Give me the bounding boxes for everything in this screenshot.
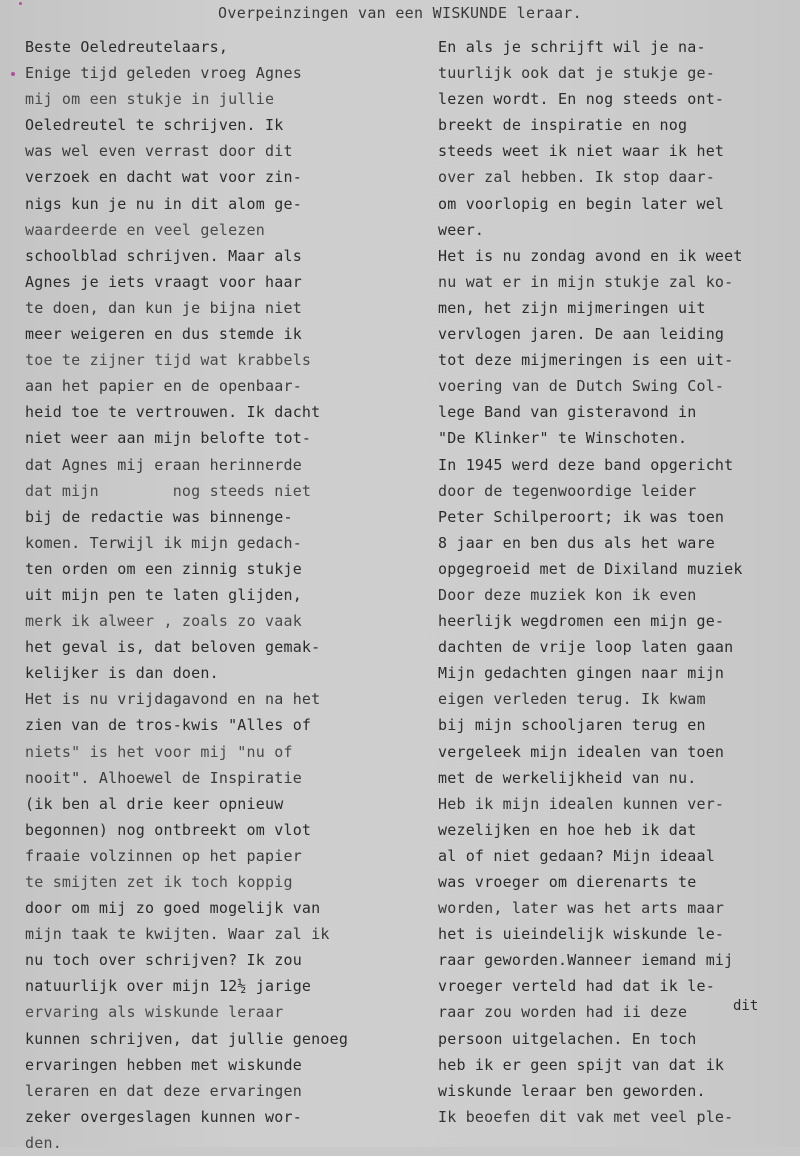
text-line: zeker overgeslagen kunnen wor- xyxy=(25,1107,302,1126)
text-line: nooit". Alhoewel de Inspiratie xyxy=(25,768,302,787)
text-line: tot deze mijmeringen is een uit- xyxy=(438,351,734,370)
text-line: niet weer aan mijn belofte tot- xyxy=(25,429,312,448)
text-line: Agnes je iets vraagt voor haar xyxy=(25,272,302,291)
right-text-column xyxy=(438,34,800,1130)
text-line: merk ik alweer , zoals zo vaak xyxy=(25,612,302,631)
text-line: tuurlijk ook dat je stukje ge- xyxy=(438,64,715,83)
left-text-column xyxy=(25,34,395,1156)
text-line: ervaring als wiskunde leraar xyxy=(25,1003,284,1022)
text-line: men, het zijn mijmeringen uit xyxy=(438,298,706,317)
text-line: raar zou worden had ii deze xyxy=(438,1003,688,1022)
text-line: lezen wordt. En nog steeds ont- xyxy=(438,90,725,109)
text-line: nigs kun je nu in dit alom ge- xyxy=(25,194,302,213)
text-line: meer weigeren en dus stemde ik xyxy=(25,325,302,344)
text-line: vergeleek mijn idealen van toen xyxy=(438,742,725,761)
text-line: Beste Oeledreutelaars, xyxy=(25,38,229,56)
text-line: raar geworden.Wanneer iemand mij xyxy=(438,951,734,970)
handwritten-correction: dit xyxy=(733,998,759,1014)
text-line: ten orden om een zinnig stukje xyxy=(25,559,302,578)
text-line: over zal hebben. Ik stop daar- xyxy=(438,168,715,187)
text-line: waardeerde en veel gelezen xyxy=(25,220,265,239)
text-line: 8 jaar en ben dus als het ware xyxy=(438,533,715,552)
text-line: worden, later was het arts maar xyxy=(438,899,725,918)
text-line: steeds weet ik niet waar ik het xyxy=(438,142,725,161)
text-line: Door deze muziek kon ik even xyxy=(438,585,697,604)
text-line: ervaringen hebben met wiskunde xyxy=(25,1055,302,1074)
text-line: heb ik er geen spijt van dat ik xyxy=(438,1055,725,1074)
text-line: zien van de tros-kwis "Alles of xyxy=(25,716,312,735)
text-line: dachten de vrije loop laten gaan xyxy=(438,638,734,657)
text-line: heid toe te vertrouwen. Ik dacht xyxy=(25,403,321,422)
text-line: al of niet gedaan? Mijn ideaal xyxy=(438,846,715,865)
text-line: Oeledreutel te schrijven. Ik xyxy=(25,116,284,135)
text-line: het geval is, dat beloven gemak- xyxy=(25,638,321,657)
text-line: was wel even verrast door dit xyxy=(25,142,293,161)
text-line: kelijker is dan doen. xyxy=(25,664,219,683)
text-line: dat Agnes mij eraan herinnerde xyxy=(25,455,302,474)
text-line: breekt de inspiratie en nog xyxy=(438,116,688,135)
text-line: Enige tijd geleden vroeg Agnes xyxy=(25,64,302,83)
text-line: door om mij zo goed mogelijk van xyxy=(25,899,321,918)
text-line: nu toch over schrijven? Ik zou xyxy=(25,951,302,970)
text-line: leraren en dat deze ervaringen xyxy=(25,1081,302,1100)
text-line: weer. xyxy=(438,220,485,239)
text-line: lege Band van gisteravond in xyxy=(438,403,697,422)
text-line: wezelijken en hoe heb ik dat xyxy=(438,820,697,839)
page-title: Overpeinzingen van een WISKUNDE leraar. xyxy=(218,4,582,22)
text-line: In 1945 werd deze band opgericht xyxy=(438,455,734,474)
text-line: "De Klinker" te Winschoten. xyxy=(438,429,688,448)
text-line: om voorlopig en begin later wel xyxy=(438,194,725,213)
text-line: met de werkelijkheid van nu. xyxy=(438,768,697,787)
text-line: fraaie volzinnen op het papier xyxy=(25,846,302,865)
text-line: vervlogen jaren. De aan leiding xyxy=(438,325,725,344)
text-line: aan het papier en de openbaar- xyxy=(25,377,302,396)
text-line: te smijten zet ik toch koppig xyxy=(25,873,293,891)
text-line: opgegroeid met de Dixiland muziek xyxy=(438,559,743,578)
text-line: mijn taak te kwijten. Waar zal ik xyxy=(25,925,330,944)
text-line: schoolblad schrijven. Maar als xyxy=(25,246,302,265)
text-line: verzoek en dacht wat voor zin- xyxy=(25,168,302,187)
text-line: Peter Schilperoort; ik was toen xyxy=(438,507,725,526)
text-line: uit mijn pen te laten glijden, xyxy=(25,585,302,604)
text-line: toe te zijner tijd wat krabbels xyxy=(25,351,312,370)
text-line: Mijn gedachten gingen naar mijn xyxy=(438,664,725,683)
text-line: Het is nu vrijdagavond en na het xyxy=(25,690,321,709)
text-line: heerlijk wegdromen een mijn ge- xyxy=(438,612,725,631)
text-line: den. xyxy=(25,1133,62,1152)
text-line: nu wat er in mijn stukje zal ko- xyxy=(438,272,734,291)
text-line: was vroeger om dierenarts te xyxy=(438,873,697,891)
text-line: vroeger verteld had dat ik le- xyxy=(438,977,715,996)
text-line: dat mijn nog steeds niet xyxy=(25,481,312,500)
text-line: begonnen) nog ontbreekt om vlot xyxy=(25,820,312,839)
text-line: persoon uitgelachen. En toch xyxy=(438,1029,697,1048)
text-line: En als je schrijft wil je na- xyxy=(438,38,706,56)
text-line: bij mijn schooljaren terug en xyxy=(438,716,706,735)
text-line: te doen, dan kun je bijna niet xyxy=(25,298,302,317)
text-line: kunnen schrijven, dat jullie genoeg xyxy=(25,1029,349,1048)
text-line: niets" is het voor mij "nu of xyxy=(25,742,293,761)
text-line: bij de redactie was binnenge- xyxy=(25,507,293,526)
text-line: (ik ben al drie keer opnieuw xyxy=(25,794,284,813)
text-line: wiskunde leraar ben geworden. xyxy=(438,1081,706,1100)
text-line: komen. Terwijl ik mijn gedach- xyxy=(25,533,302,552)
text-line: mij om een stukje in jullie xyxy=(25,90,275,109)
ink-mark xyxy=(11,72,15,76)
text-line: voering van de Dutch Swing Col- xyxy=(438,377,725,396)
text-line: Ik beoefen dit vak met veel ple- xyxy=(438,1107,734,1126)
text-line: het is uieindelijk wiskunde le- xyxy=(438,925,725,944)
text-line: door de tegenwoordige leider xyxy=(438,481,697,500)
text-line: Het is nu zondag avond en ik weet xyxy=(438,246,743,265)
text-line: Heb ik mijn idealen kunnen ver- xyxy=(438,794,725,813)
text-line: natuurlijk over mijn 12½ jarige xyxy=(25,977,312,996)
text-line: eigen verleden terug. Ik kwam xyxy=(438,690,706,709)
ink-mark xyxy=(19,2,22,5)
